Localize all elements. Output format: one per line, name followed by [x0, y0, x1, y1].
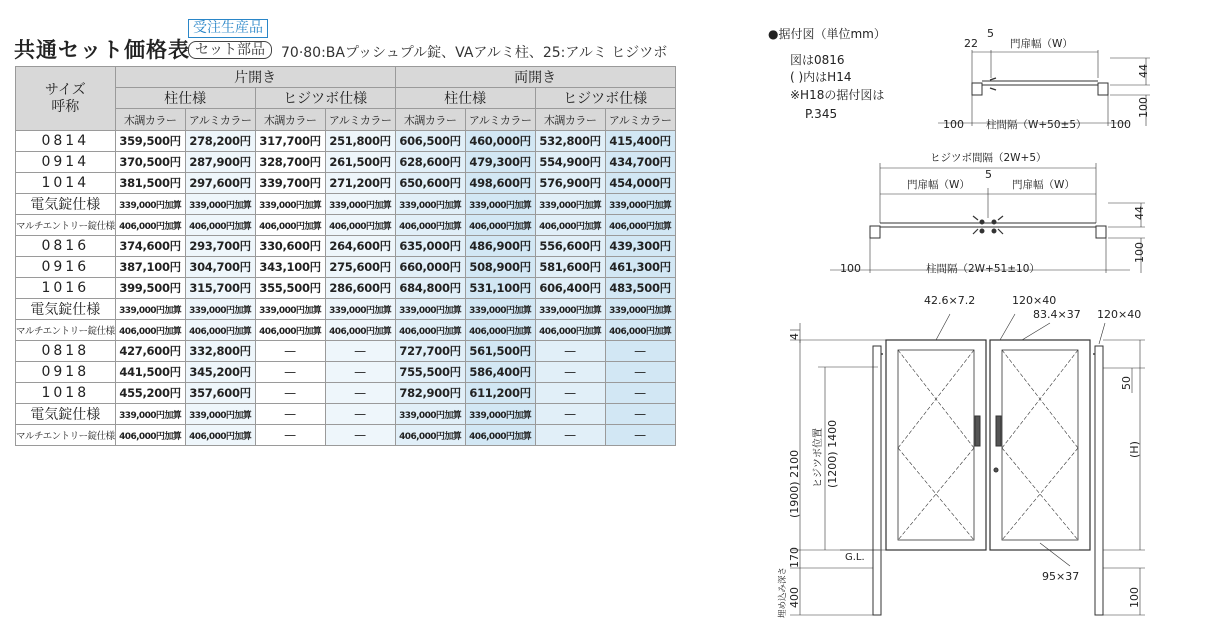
table-row — [16, 257, 676, 278]
price-cell: 339,000円加算 — [115, 404, 185, 425]
price-cell: 275,600円 — [325, 257, 395, 278]
price-cell: 486,900円 — [465, 236, 535, 257]
price-cell: 561,500円 — [465, 341, 535, 362]
price-cell: 628,600円 — [395, 152, 465, 173]
col-header: アルミカラー — [325, 109, 395, 131]
dim-400: 400 — [788, 587, 801, 608]
price-cell: 339,000円加算 — [185, 194, 255, 215]
price-cell: 406,000円加算 — [255, 215, 325, 236]
dim-100-left-double: 100 — [840, 262, 861, 275]
dim-44: 44 — [1137, 64, 1150, 78]
price-cell: — — [535, 362, 605, 383]
price-cell: 399,500円 — [115, 278, 185, 299]
price-cell: 415,400円 — [605, 131, 675, 152]
price-cell: 650,600円 — [395, 173, 465, 194]
elev-post-right — [1095, 346, 1103, 615]
price-cell: 261,500円 — [325, 152, 395, 173]
price-cell: 439,300円 — [605, 236, 675, 257]
price-cell: 286,600円 — [325, 278, 395, 299]
row-label: 電気錠仕様 — [16, 404, 116, 425]
price-cell: — — [605, 425, 675, 446]
price-cell: 454,000円 — [605, 173, 675, 194]
row-label: マルチエントリー錠仕様 — [16, 320, 116, 341]
installation-drawing — [760, 18, 1200, 623]
price-table-body — [16, 131, 676, 446]
dim-h: (H) — [1128, 441, 1141, 458]
price-cell: 343,100円 — [255, 257, 325, 278]
table-row — [16, 278, 676, 299]
price-cell: 406,000円加算 — [465, 320, 535, 341]
row-label: マルチエントリー錠仕様 — [16, 425, 116, 446]
sub-header: ヒジツボ仕様 — [255, 88, 395, 109]
price-cell: 406,000円加算 — [395, 215, 465, 236]
elev-door-left — [886, 340, 986, 550]
dim-426: 42.6×7.2 — [924, 294, 976, 307]
price-cell: 406,000円加算 — [535, 215, 605, 236]
price-cell: 339,000円加算 — [255, 194, 325, 215]
col-header: アルミカラー — [465, 109, 535, 131]
price-cell: 387,100円 — [115, 257, 185, 278]
table-row — [16, 404, 676, 425]
gl-label: G.L. — [845, 552, 865, 563]
price-cell: 441,500円 — [115, 362, 185, 383]
set-parts-badge: セット部品 — [188, 41, 272, 59]
price-cell: 406,000円加算 — [255, 320, 325, 341]
sub-header: ヒジツボ仕様 — [535, 88, 675, 109]
elev-post-left — [873, 346, 881, 615]
price-cell: 427,600円 — [115, 341, 185, 362]
price-cell: 339,000円加算 — [255, 299, 325, 320]
price-cell: 406,000円加算 — [325, 215, 395, 236]
table-row — [16, 215, 676, 236]
price-cell: 315,700円 — [185, 278, 255, 299]
dim-22: 22 — [964, 37, 978, 50]
price-cell: 406,000円加算 — [185, 320, 255, 341]
row-label: 1014 — [16, 173, 116, 194]
size-corner-header — [16, 67, 116, 131]
dim-door-width-right: 門扉幅（W） — [1012, 179, 1075, 191]
price-cell: 406,000円加算 — [395, 320, 465, 341]
dim-100-right: 100 — [1110, 118, 1131, 131]
col-header: 木調カラー — [535, 109, 605, 131]
price-cell: 455,200円 — [115, 383, 185, 404]
price-cell: 339,000円加算 — [605, 299, 675, 320]
price-cell: 278,200円 — [185, 131, 255, 152]
table-row — [16, 131, 676, 152]
dim-100-side-double: 100 — [1133, 242, 1146, 263]
dim-total-height: (1900) 2100 — [788, 449, 801, 518]
price-cell: 581,600円 — [535, 257, 605, 278]
dim-5-double: 5 — [985, 168, 992, 181]
price-cell: 406,000円加算 — [115, 320, 185, 341]
price-cell: 406,000円加算 — [395, 425, 465, 446]
price-cell: 271,200円 — [325, 173, 395, 194]
col-header: 木調カラー — [115, 109, 185, 131]
table-row — [16, 425, 676, 446]
dim-door-width: 門扉幅（W） — [1010, 38, 1073, 50]
price-cell: 684,800円 — [395, 278, 465, 299]
page-title: 共通セット価格表 — [14, 38, 190, 62]
table-row — [16, 299, 676, 320]
col-header: アルミカラー — [185, 109, 255, 131]
row-label: マルチエントリー錠仕様 — [16, 215, 116, 236]
group-header-double: 両開き — [395, 67, 675, 88]
dim-post-pitch: 柱間隔（W+50±5） — [986, 119, 1087, 131]
price-cell: 339,000円加算 — [395, 404, 465, 425]
price-cell: 355,500円 — [255, 278, 325, 299]
dim-hinge-height: (1200) 1400 — [826, 419, 839, 488]
price-cell: 304,700円 — [185, 257, 255, 278]
price-cell: 406,000円加算 — [605, 320, 675, 341]
price-cell: 406,000円加算 — [185, 425, 255, 446]
price-cell: 755,500円 — [395, 362, 465, 383]
price-cell: 531,100円 — [465, 278, 535, 299]
price-cell: 339,000円加算 — [535, 299, 605, 320]
price-cell: — — [605, 404, 675, 425]
table-row — [16, 383, 676, 404]
price-cell: — — [605, 362, 675, 383]
price-cell: 332,800円 — [185, 341, 255, 362]
price-cell: — — [325, 362, 395, 383]
price-cell: 339,000円加算 — [605, 194, 675, 215]
bury-depth-label: 埋め込み深さ — [778, 566, 788, 618]
table-row — [16, 341, 676, 362]
price-cell: — — [535, 404, 605, 425]
price-cell: 339,000円加算 — [185, 404, 255, 425]
price-cell: — — [535, 425, 605, 446]
price-cell: — — [325, 341, 395, 362]
note-line-4: P.345 — [805, 107, 838, 121]
price-cell: 406,000円加算 — [465, 215, 535, 236]
post-right-double — [1096, 226, 1106, 238]
price-cell: 374,600円 — [115, 236, 185, 257]
note-line-1: 図は0816 — [790, 53, 845, 67]
price-cell: 339,000円加算 — [465, 404, 535, 425]
note-line-2: ( )内はH14 — [790, 70, 852, 84]
price-cell: 782,900円 — [395, 383, 465, 404]
price-cell: 339,000円加算 — [325, 194, 395, 215]
price-cell: 461,300円 — [605, 257, 675, 278]
price-cell: 381,500円 — [115, 173, 185, 194]
price-cell: 293,700円 — [185, 236, 255, 257]
price-cell: 339,000円加算 — [185, 299, 255, 320]
price-cell: — — [255, 383, 325, 404]
price-cell: 406,000円加算 — [185, 215, 255, 236]
price-cell: 606,400円 — [535, 278, 605, 299]
row-label: 0914 — [16, 152, 116, 173]
dim-834: 83.4×37 — [1033, 308, 1081, 321]
corner-label-size: サイズ — [44, 81, 86, 98]
row-label: 0818 — [16, 341, 116, 362]
row-label: 1016 — [16, 278, 116, 299]
drawing-heading: ●据付図（単位mm） — [768, 27, 886, 41]
dim-hinge-label: ヒジツボ位置 — [813, 428, 824, 488]
row-label: 1018 — [16, 383, 116, 404]
price-cell: — — [325, 383, 395, 404]
price-cell: 264,600円 — [325, 236, 395, 257]
table-row — [16, 236, 676, 257]
price-cell: — — [535, 341, 605, 362]
row-label: 電気錠仕様 — [16, 299, 116, 320]
price-cell: 339,000円加算 — [115, 299, 185, 320]
row-label: 0816 — [16, 236, 116, 257]
price-cell: 287,900円 — [185, 152, 255, 173]
sub-header: 柱仕様 — [115, 88, 255, 109]
row-label: 0918 — [16, 362, 116, 383]
price-cell: — — [605, 341, 675, 362]
price-cell: 727,700円 — [395, 341, 465, 362]
post-left-top — [972, 83, 982, 95]
dim-100-side: 100 — [1137, 97, 1150, 118]
price-cell: 660,000円 — [395, 257, 465, 278]
price-cell: 554,900円 — [535, 152, 605, 173]
price-cell: 339,000円加算 — [465, 299, 535, 320]
price-cell: — — [605, 383, 675, 404]
made-to-order-badge: 受注生産品 — [188, 19, 268, 38]
table-row — [16, 320, 676, 341]
price-cell: 357,600円 — [185, 383, 255, 404]
price-cell: 297,600円 — [185, 173, 255, 194]
price-cell: 339,700円 — [255, 173, 325, 194]
price-cell: 317,700円 — [255, 131, 325, 152]
note-line-3: ※H18の据付図は — [790, 88, 885, 102]
price-cell: 406,000円加算 — [115, 425, 185, 446]
dim-50: 50 — [1120, 376, 1133, 390]
price-cell: 406,000円加算 — [605, 215, 675, 236]
price-cell: — — [535, 383, 605, 404]
corner-label-name: 呼称 — [51, 98, 80, 115]
dim-44-double: 44 — [1133, 206, 1146, 220]
group-header-single: 片開き — [115, 67, 395, 88]
dim-hinge-pitch: ヒジツボ間隔（2W+5） — [930, 152, 1047, 164]
price-cell: 434,700円 — [605, 152, 675, 173]
elev-door-right — [990, 340, 1090, 550]
price-cell: 339,000円加算 — [115, 194, 185, 215]
price-cell: 359,500円 — [115, 131, 185, 152]
price-cell: 406,000円加算 — [115, 215, 185, 236]
post-right-top — [1098, 83, 1108, 95]
price-cell: — — [255, 404, 325, 425]
price-cell: — — [255, 362, 325, 383]
price-cell: 406,000円加算 — [325, 320, 395, 341]
price-cell: 460,000円 — [465, 131, 535, 152]
row-label: 0916 — [16, 257, 116, 278]
price-cell: — — [255, 341, 325, 362]
table-row — [16, 152, 676, 173]
dim-170: 170 — [788, 547, 801, 568]
price-cell: 635,000円 — [395, 236, 465, 257]
price-cell: 611,200円 — [465, 383, 535, 404]
table-row — [16, 362, 676, 383]
dim-120-b: 120×40 — [1097, 308, 1142, 321]
price-cell: 406,000円加算 — [535, 320, 605, 341]
price-cell: 251,800円 — [325, 131, 395, 152]
price-cell: — — [255, 425, 325, 446]
col-header: 木調カラー — [395, 109, 465, 131]
sub-header: 柱仕様 — [395, 88, 535, 109]
dim-door-width-left: 門扉幅（W） — [907, 179, 970, 191]
price-cell: 576,900円 — [535, 173, 605, 194]
price-cell: — — [325, 425, 395, 446]
price-cell: 479,300円 — [465, 152, 535, 173]
post-left-double — [870, 226, 880, 238]
col-header: 木調カラー — [255, 109, 325, 131]
row-label: 電気錠仕様 — [16, 194, 116, 215]
price-cell: — — [325, 404, 395, 425]
dim-post-pitch-double: 柱間隔（2W+51±10） — [926, 263, 1040, 275]
price-cell: 339,000円加算 — [535, 194, 605, 215]
price-table — [15, 66, 676, 446]
dim-5: 5 — [987, 27, 994, 40]
price-cell: 345,200円 — [185, 362, 255, 383]
set-subtitle: 70·80:BAプッシュプル錠、VAアルミ柱、25:アルミ ヒジツボ — [281, 45, 668, 61]
price-cell: 328,700円 — [255, 152, 325, 173]
price-cell: 498,600円 — [465, 173, 535, 194]
price-cell: 508,900円 — [465, 257, 535, 278]
price-cell: 339,000円加算 — [325, 299, 395, 320]
dim-95: 95×37 — [1042, 570, 1080, 583]
dim-4: 4 — [788, 333, 801, 340]
row-label: 0814 — [16, 131, 116, 152]
price-cell: 483,500円 — [605, 278, 675, 299]
price-cell: 556,600円 — [535, 236, 605, 257]
table-row — [16, 173, 676, 194]
price-cell: 370,500円 — [115, 152, 185, 173]
dim-120-a: 120×40 — [1012, 294, 1057, 307]
price-cell: 339,000円加算 — [395, 194, 465, 215]
price-cell: 330,600円 — [255, 236, 325, 257]
price-cell: 586,400円 — [465, 362, 535, 383]
price-cell: 532,800円 — [535, 131, 605, 152]
price-cell: 339,000円加算 — [395, 299, 465, 320]
price-cell: 606,500円 — [395, 131, 465, 152]
price-cell: 339,000円加算 — [465, 194, 535, 215]
price-cell: 406,000円加算 — [465, 425, 535, 446]
col-header: アルミカラー — [605, 109, 675, 131]
table-row — [16, 194, 676, 215]
dim-100-left: 100 — [943, 118, 964, 131]
dim-100-post: 100 — [1128, 587, 1141, 608]
